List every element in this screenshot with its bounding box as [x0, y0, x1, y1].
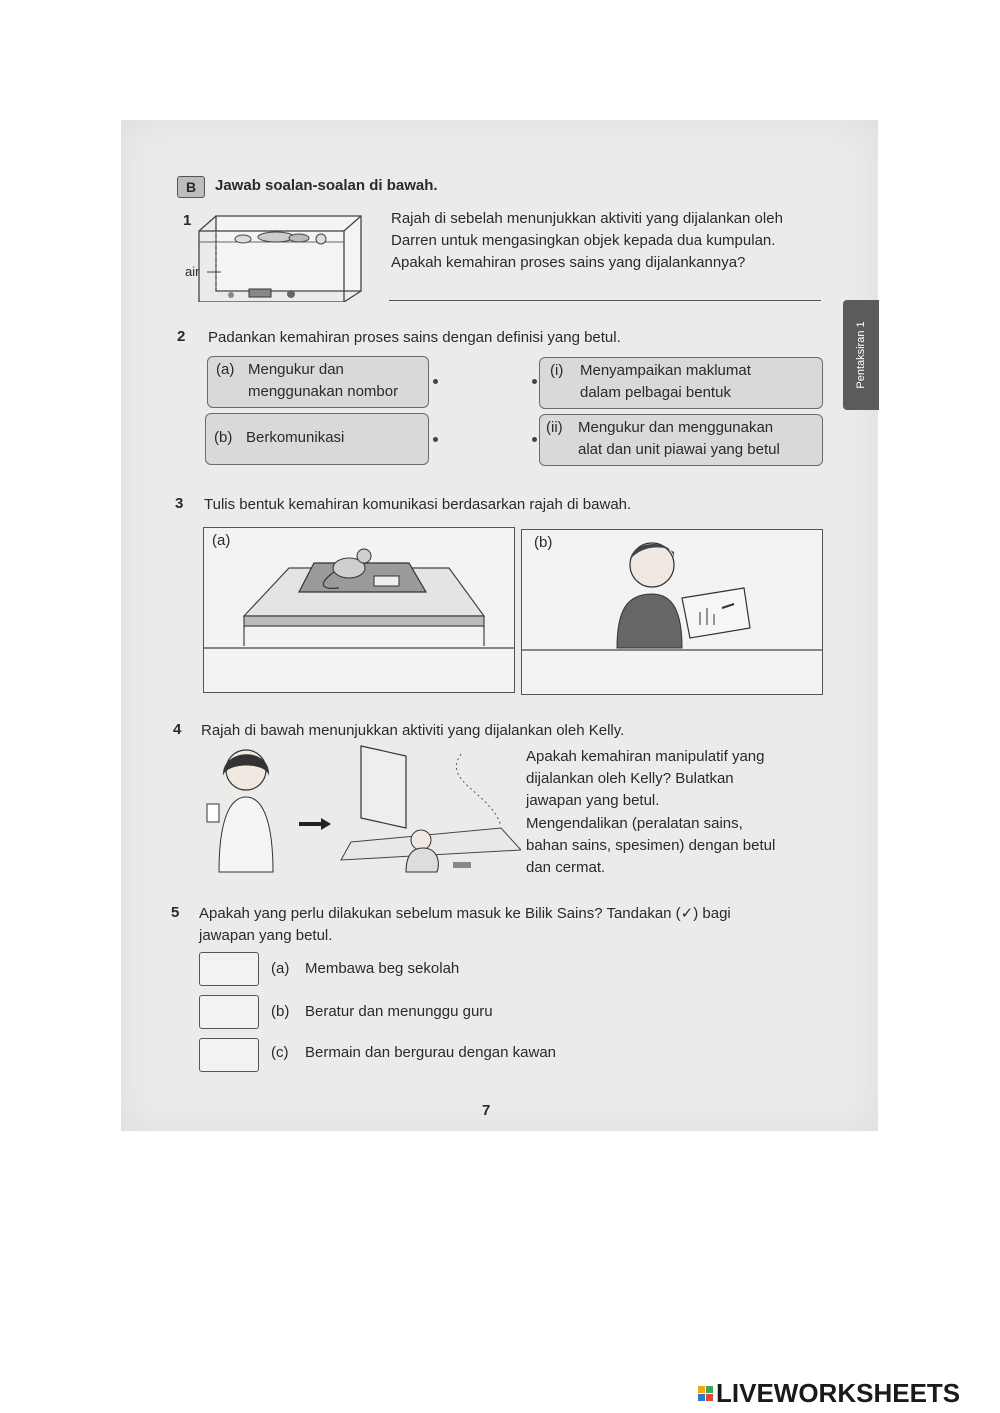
q3-panel-b-label: (b) [534, 534, 553, 551]
side-tab [843, 300, 879, 410]
q2-left-dot-a[interactable] [433, 379, 438, 384]
page-number: 7 [482, 1102, 491, 1119]
q3-panel-a-label: (a) [212, 532, 231, 549]
q2-left-dot-b[interactable] [433, 437, 438, 442]
q1-text-line-3: Apakah kemahiran proses sains yang dijalankannya? [391, 254, 746, 271]
q1-text-line-2: Darren untuk mengasingkan objek kepada dua kumpulan. [391, 232, 776, 249]
q2-right-option-i [539, 357, 823, 409]
q2-prompt: Padankan kemahiran proses sains dengan definisi yang betul. [208, 329, 621, 346]
q2-right-text-i-2: dalam pelbagai bentuk [580, 384, 731, 401]
worksheet-page [121, 120, 878, 1131]
q5-number: 5 [171, 904, 180, 921]
side-tab-label: Pentaksiran 1 [855, 321, 867, 389]
q2-number: 2 [177, 328, 186, 345]
q5-option-c-text: Bermain dan bergurau dengan kawan [305, 1044, 557, 1061]
q4-question-line-1: Apakah kemahiran manipulatif yang [526, 748, 765, 765]
q2-left-text-a-1: Mengukur dan [248, 361, 344, 378]
q4-number: 4 [173, 721, 182, 738]
q2-left-text-a-2: menggunakan nombor [248, 383, 399, 400]
q3-number: 3 [175, 495, 184, 512]
q4-question-line-2: dijalankan oleh Kelly? Bulatkan [526, 770, 734, 787]
q4-answer-line-3[interactable]: dan cermat. [526, 859, 606, 876]
q3-panel-b [521, 529, 823, 695]
q5-checkbox-b[interactable] [199, 995, 259, 1029]
q2-right-label-i: (i) [550, 362, 564, 379]
q5-checkbox-c[interactable] [199, 1038, 259, 1072]
q2-right-text-ii-1: Mengukur dan menggunakan [578, 419, 774, 436]
q4-question-line-3: jawapan yang betul. [526, 792, 660, 809]
q1-number: 1 [183, 212, 192, 229]
q2-right-dot-i[interactable] [532, 379, 537, 384]
q3-prompt: Tulis bentuk kemahiran komunikasi berdasarkan rajah di bawah. [204, 496, 632, 513]
q4-answer-line-1[interactable]: Mengendalikan (peralatan sains, [526, 815, 743, 832]
q5-option-b-text: Beratur dan menunggu guru [305, 1003, 493, 1020]
logo-mark-icon [698, 1386, 713, 1401]
q2-right-dot-ii[interactable] [532, 437, 537, 442]
q2-left-option-a [207, 356, 429, 408]
q2-right-option-ii [539, 414, 823, 466]
q1-answer-line[interactable] [389, 300, 821, 301]
q1-text-line-1: Rajah di sebelah menunjukkan aktiviti yang dijalankan oleh [391, 210, 783, 227]
q2-left-option-b [205, 413, 429, 465]
q4-answer-line-2[interactable]: bahan sains, spesimen) dengan betul [526, 837, 776, 854]
q2-right-text-ii-2: alat dan unit piawai yang betul [578, 441, 780, 458]
rat-on-board-illustration [204, 528, 514, 692]
q5-prompt-line-2: jawapan yang betul. [199, 927, 333, 944]
kelly-activity-illustration [201, 742, 521, 882]
q5-option-c-label: (c) [271, 1044, 289, 1061]
q5-prompt-line-1: Apakah yang perlu dilakukan sebelum masuk ke Bilik Sains? Tandakan (✓) bagi [199, 905, 731, 922]
logo-wordmark: LIVEWORKSHEETS [716, 1377, 961, 1408]
section-instruction: Jawab soalan-soalan di bawah. [215, 177, 438, 194]
liveworksheets-logo [698, 1378, 960, 1408]
boy-drawing-graph-illustration [522, 530, 822, 694]
q5-option-a-label: (a) [271, 960, 290, 977]
q4-prompt: Rajah di bawah menunjukkan aktiviti yang dijalankan oleh Kelly. [201, 722, 625, 739]
aquarium-diagram [181, 206, 371, 302]
q2-left-text-b-1: Berkomunikasi [246, 429, 345, 446]
q5-option-b-label: (b) [271, 1003, 290, 1020]
q5-checkbox-a[interactable] [199, 952, 259, 986]
section-badge: B [177, 176, 205, 198]
air-label: air [185, 264, 200, 279]
q2-left-label-b: (b) [214, 429, 233, 446]
q2-right-label-ii: (ii) [546, 419, 563, 436]
q2-left-label-a: (a) [216, 361, 235, 378]
q3-panel-a [203, 527, 515, 693]
q5-option-a-text: Membawa beg sekolah [305, 960, 460, 977]
q2-right-text-i-1: Menyampaikan maklumat [580, 362, 751, 379]
